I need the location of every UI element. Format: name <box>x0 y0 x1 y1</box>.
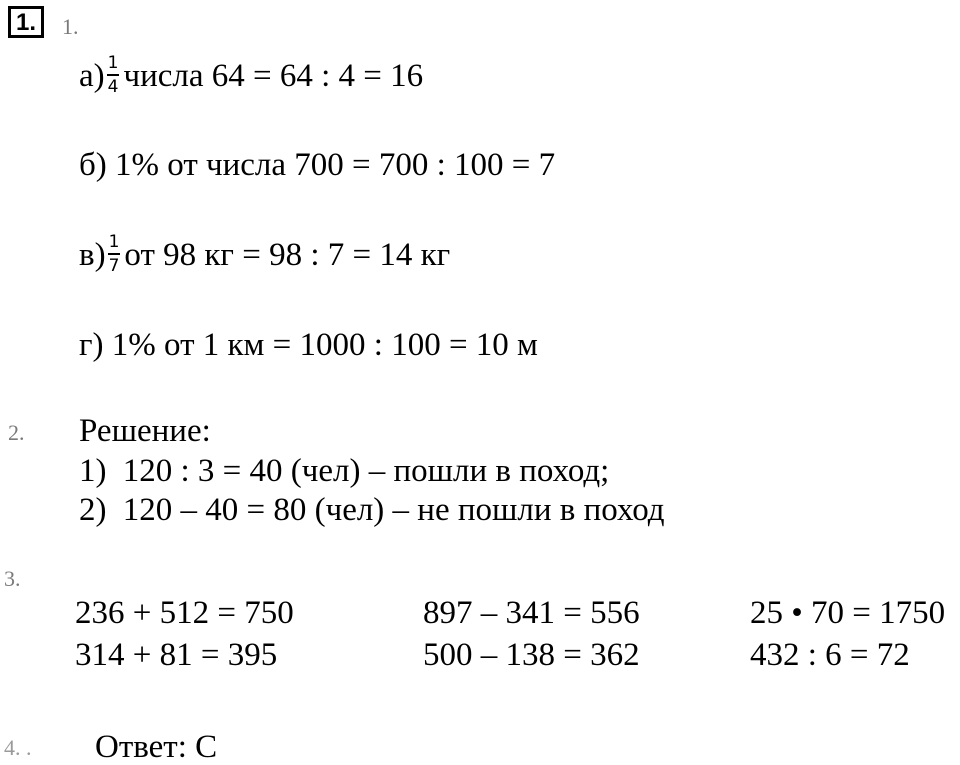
fraction-numerator: 1 <box>108 234 121 255</box>
item-a-rest: числа 64 = 64 : 4 = 16 <box>123 58 424 95</box>
task-3-cell: 432 : 6 = 72 <box>750 637 910 673</box>
task-2-step-1 <box>79 455 609 488</box>
step-text: 120 – 40 = 80 (чел) – не пошли в поход <box>122 492 665 528</box>
task-3-cell: 314 + 81 = 395 <box>75 637 278 673</box>
item-v-prefix: в) <box>79 237 106 274</box>
fraction-denominator: 4 <box>107 77 119 97</box>
task-1-boxed-number: 1. <box>8 6 44 38</box>
task-1-number: 1. <box>62 14 79 39</box>
task-1-item-a <box>79 53 424 99</box>
task-4-number: 4. . <box>4 735 32 760</box>
fraction-one-seventh <box>108 234 121 275</box>
task-3-cell: 25 • 70 = 1750 <box>750 595 946 631</box>
step-label: 1) <box>79 453 107 489</box>
task-2-heading: Решение: <box>79 413 211 449</box>
task-1-item-g: г) 1% от 1 км = 1000 : 100 = 10 м <box>79 327 538 363</box>
task-2-number: 2. <box>8 420 25 445</box>
item-v-rest: от 98 кг = 98 : 7 = 14 кг <box>124 237 451 274</box>
step-text: 120 : 3 = 40 (чел) – пошли в поход; <box>122 453 610 489</box>
fraction-denominator: 7 <box>108 256 120 276</box>
task-3-cell: 897 – 341 = 556 <box>423 595 640 631</box>
task-3-cell: 236 + 512 = 750 <box>75 595 294 631</box>
task-3-cell: 500 – 138 = 362 <box>423 637 640 673</box>
task-2-step-2 <box>79 494 665 527</box>
fraction-one-quarter <box>107 55 120 96</box>
fraction-numerator: 1 <box>107 55 120 76</box>
task-3-number: 3. <box>4 566 21 591</box>
task-4-answer: Ответ: С <box>95 729 218 765</box>
task-1-item-b: б) 1% от числа 700 = 700 : 100 = 7 <box>79 147 556 183</box>
item-a-prefix: а) <box>79 58 105 95</box>
step-label: 2) <box>79 492 107 528</box>
task-1-item-v <box>79 232 451 278</box>
